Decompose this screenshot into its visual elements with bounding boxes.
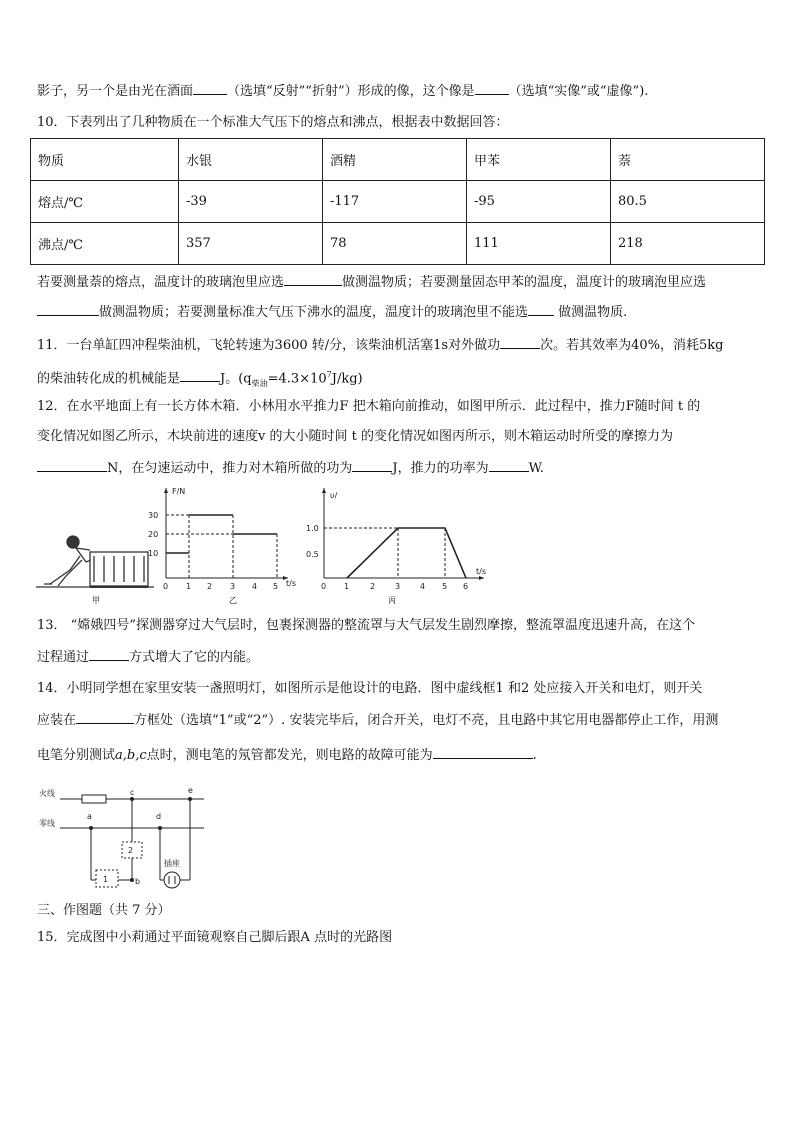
fuse: [82, 795, 106, 803]
x-tick-label: 2: [370, 582, 376, 591]
answer-blank[interactable]: [528, 303, 554, 316]
x-tick-label: 2: [207, 582, 213, 591]
x-tick-label: 0: [321, 582, 327, 591]
neutral-wire-label: 零线: [39, 819, 55, 828]
q9-text-2: （选填“反射”“折射”）形成的像，这个像是: [227, 84, 475, 99]
point-label: e: [188, 786, 193, 795]
x-tick-label: 6: [463, 582, 469, 591]
x-tick-label: 4: [420, 582, 426, 591]
v-axis-label: υ/: [330, 491, 338, 500]
q13-text-1: 过程通过: [37, 650, 90, 665]
y-tick-label: 20: [148, 530, 159, 539]
table-cell: 218: [611, 223, 765, 265]
q13-text-2: 方式增大了它的内能。: [129, 650, 260, 665]
table-cell: 甲苯: [467, 139, 611, 181]
t-axis-label: t/s: [286, 579, 296, 588]
answer-blank[interactable]: [37, 303, 99, 316]
table-cell: -117: [323, 181, 467, 223]
q12-line-3: [37, 459, 544, 478]
force-time-graph: [148, 487, 296, 591]
q11-text-1: 11．一台单缸四冲程柴油机，飞轮转速为3600 转/分，该柴油机活塞1s对外做功: [37, 338, 501, 353]
q11-text-5: =4.3×10: [267, 371, 327, 387]
q12-figure: [36, 486, 496, 606]
box-2-label: 2: [128, 846, 134, 855]
q13-line-1: 13． “嫦娥四号”探测器穿过大气层时，包裹探测器的整流罩与大气层发生剧烈摩擦，整流罩温度迅速升高，在这个: [37, 618, 695, 633]
point-label: a: [87, 812, 92, 821]
f-axis-label: F/N: [172, 487, 186, 496]
melting-boiling-table: [30, 138, 765, 265]
box-1-label: 1: [103, 875, 109, 884]
household-circuit-diagram: [36, 782, 216, 892]
table-cell: -39: [179, 181, 323, 223]
q10-answer-line-1: [37, 273, 706, 292]
section-heading-drawing: 三、作图题（共 7 分）: [37, 903, 171, 918]
q14-text-5: .: [532, 748, 537, 763]
q11-text-4: J。(q: [220, 371, 252, 387]
table-row: [31, 223, 765, 265]
answer-blank[interactable]: [76, 711, 134, 724]
table-cell: 萘: [611, 139, 765, 181]
q10-text-2: 做测温物质；若要测量固态甲苯的温度，温度计的玻璃泡里应选: [342, 275, 707, 290]
q14-text-2: 方框处（选填“1”或“2”）. 安装完毕后，闭合开关，电灯不亮，且电路中其它用电器都停止工作，用测: [134, 713, 719, 728]
q14-line-1: 14．小明同学想在家里安装一盏照明灯，如图所示是他设计的电路．图中虚线框1 和2 处应接入开关和电灯，则开关: [37, 681, 703, 696]
answer-blank[interactable]: [193, 82, 227, 95]
table-cell: 357: [179, 223, 323, 265]
table-cell: 80.5: [611, 181, 765, 223]
x-tick-label: 5: [442, 582, 448, 591]
q10-text-4: 做测温物质.: [554, 305, 628, 320]
q12-text-2: J，推力的功率为: [392, 461, 489, 476]
live-wire-label: 火线: [39, 789, 55, 798]
socket-label: 插座: [164, 859, 180, 868]
q14-points: a,b,c: [115, 748, 147, 763]
q11-text-6: J/kg): [331, 371, 363, 387]
point-label: c: [130, 788, 135, 797]
q14-text-4: 点时，测电笔的氖管都发光，则电路的故障可能为: [146, 748, 433, 763]
answer-blank[interactable]: [475, 82, 509, 95]
t-axis-label: t/s: [476, 567, 486, 576]
velocity-time-graph: [306, 488, 486, 591]
point-label: b: [135, 877, 141, 886]
table-cell: 111: [467, 223, 611, 265]
x-tick-label: 3: [395, 582, 401, 591]
fig-label-jia: 甲: [92, 596, 100, 605]
q12-line-2: 变化情况如图乙所示，木块前进的速度v 的大小随时间 t 的变化情况如图丙所示，则木箱运动时所受的摩擦力为: [37, 429, 673, 444]
q11-line-2: [37, 366, 363, 393]
q12-line-1: 12．在水平地面上有一长方体木箱．小林用水平推力F 把木箱向前推动，如图甲所示．此过程中，推力F随时间 t 的: [37, 399, 701, 414]
person-pushing-crate-figure: [36, 536, 154, 587]
q15-stem: 15．完成图中小莉通过平面镜观察自己脚后跟A 点时的光路图: [37, 930, 393, 945]
q10-stem: 10．下表列出了几种物质在一个标准大气压下的熔点和沸点，根据表中数据回答：: [37, 115, 509, 130]
answer-blank[interactable]: [500, 336, 540, 349]
answer-blank[interactable]: [284, 273, 342, 286]
q11-text-3: 的柴油转化成的机械能是: [37, 371, 181, 387]
table-cell: 熔点/℃: [31, 181, 179, 223]
table-cell: 酒精: [323, 139, 467, 181]
fig-label-yi: 乙: [229, 596, 237, 605]
q10-text-1: 若要测量萘的熔点，温度计的玻璃泡里应选: [37, 275, 285, 290]
table-cell: 物质: [31, 139, 179, 181]
y-tick-label: 0.5: [306, 550, 319, 559]
x-tick-label: 4: [252, 582, 258, 591]
q11-subscript: 柴油: [251, 378, 268, 388]
y-tick-label: 10: [148, 549, 159, 558]
q11-text-2: 次。若其效率为40%，消耗5kg: [540, 338, 724, 353]
q11-superscript: 7: [326, 370, 332, 379]
answer-blank[interactable]: [37, 459, 107, 472]
q9-text-1: 影子，另一个是由光在酒面: [37, 84, 194, 99]
x-tick-label: 5: [273, 582, 279, 591]
q13-line-2: [37, 648, 259, 667]
x-tick-label: 0: [163, 582, 169, 591]
q12-text-3: W.: [528, 461, 544, 476]
answer-blank[interactable]: [352, 459, 392, 472]
table-row: [31, 139, 765, 181]
x-tick-label: 1: [344, 582, 350, 591]
answer-blank[interactable]: [489, 459, 529, 472]
q11-line-1: [37, 336, 723, 355]
table-cell: 沸点/℃: [31, 223, 179, 265]
answer-blank[interactable]: [89, 648, 129, 661]
q14-text-1: 应装在: [37, 713, 77, 728]
y-tick-label: 30: [148, 511, 159, 520]
q14-text-3: 电笔分别测试: [37, 748, 116, 763]
q10-text-3: 做测温物质；若要测量标准大气压下沸水的温度，温度计的玻璃泡里不能选: [99, 305, 529, 320]
answer-blank[interactable]: [433, 746, 533, 759]
table-row: [31, 181, 765, 223]
q12-text-1: N，在匀速运动中，推力对木箱所做的功为: [107, 461, 353, 476]
answer-blank[interactable]: [180, 369, 220, 382]
table-cell: 78: [323, 223, 467, 265]
fig-label-bing: 丙: [388, 596, 396, 605]
q14-line-2: [37, 711, 718, 730]
q14-line-3: [37, 746, 537, 765]
x-tick-label: 3: [230, 582, 236, 591]
point-label: d: [156, 812, 162, 821]
table-cell: 水银: [179, 139, 323, 181]
q9-ending-line: [37, 82, 648, 101]
y-tick-label: 1.0: [306, 524, 319, 533]
q9-text-3: （选填“实像”或“虚像”).: [508, 84, 649, 99]
q10-answer-line-2: [37, 303, 627, 322]
x-tick-label: 1: [186, 582, 192, 591]
table-cell: -95: [467, 181, 611, 223]
